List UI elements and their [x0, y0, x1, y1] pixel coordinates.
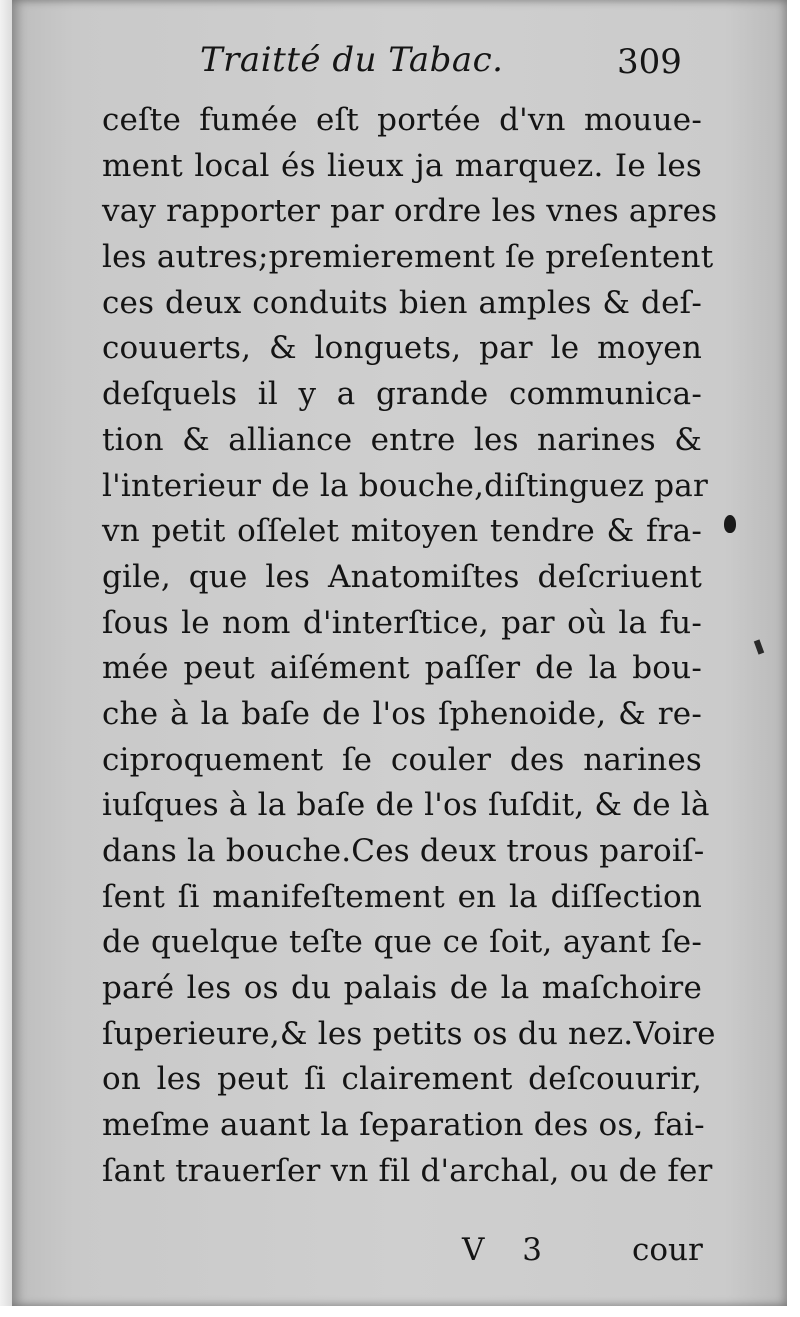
text-line: gile, que les Anatomiſtes deſcriuent: [102, 558, 702, 595]
text-line: ceſte fumée eſt portée d'vn mouue-: [102, 102, 702, 138]
text-line: paré les os du palais de la maſchoire: [102, 970, 702, 1007]
text-line: l'interieur de la bouche,diſtinguez par: [102, 467, 708, 504]
text-line: che à la baſe de l'os ſphenoide, & re-: [102, 695, 702, 732]
scan-bottom-edge: [0, 1306, 800, 1317]
text-line: ſent ſi manifeſtement en la diſſection: [102, 878, 702, 915]
text-line: tion & alliance entre les narines &: [102, 421, 702, 458]
signature-mark: V 3: [462, 1232, 556, 1268]
text-line: ces deux conduits bien amples & deſ-: [102, 284, 702, 321]
scan-left-edge: [0, 0, 12, 1317]
text-line: ment local és lieux ja marquez. Ie les: [102, 147, 702, 184]
text-line: iuſques à la baſe de l'os ſuſdit, & de là: [102, 787, 710, 824]
text-line: meſme auant la ſeparation des os, fai-: [102, 1107, 705, 1144]
text-line: couuerts, & longuets, par le moyen: [102, 330, 702, 367]
text-line: ſuperieure,& les petits os du nez.Voire: [102, 1015, 716, 1052]
text-line: ſous le nom d'interſtice, par où la fu-: [102, 604, 702, 641]
body-text: [102, 98, 718, 1195]
text-line: vay rapporter par ordre les vnes apres: [102, 193, 718, 230]
ink-tick-mark: [754, 639, 764, 654]
text-line: mée peut aiſément paſſer de la bou-: [102, 650, 702, 687]
text-line: dans la bouche.Ces deux trous paroiſ-: [102, 833, 705, 869]
page-number: 309: [617, 42, 682, 82]
text-line: deſquels il y a grande communica-: [102, 376, 702, 413]
text-line: vn petit oſſelet mitoyen tendre & fra-: [102, 513, 702, 550]
page-footer: [12, 1228, 787, 1278]
running-title: Traitté du Tabac.: [200, 40, 504, 80]
text-line: ciproquement ſe couler des narines: [102, 741, 702, 778]
text-line: on les peut ſi clairement deſcouurir,: [102, 1061, 702, 1098]
text-line: les autres;premierement ſe preſentent: [102, 239, 714, 276]
ink-blot-mark: [724, 515, 736, 533]
book-page: [12, 0, 787, 1306]
page-header: [12, 34, 787, 94]
catchword: cour: [632, 1232, 703, 1268]
text-line: de quelque teſte que ce ſoit, ayant ſe-: [102, 924, 702, 961]
text-line: ſant trauerſer vn fil d'archal, ou de fer: [102, 1152, 713, 1189]
